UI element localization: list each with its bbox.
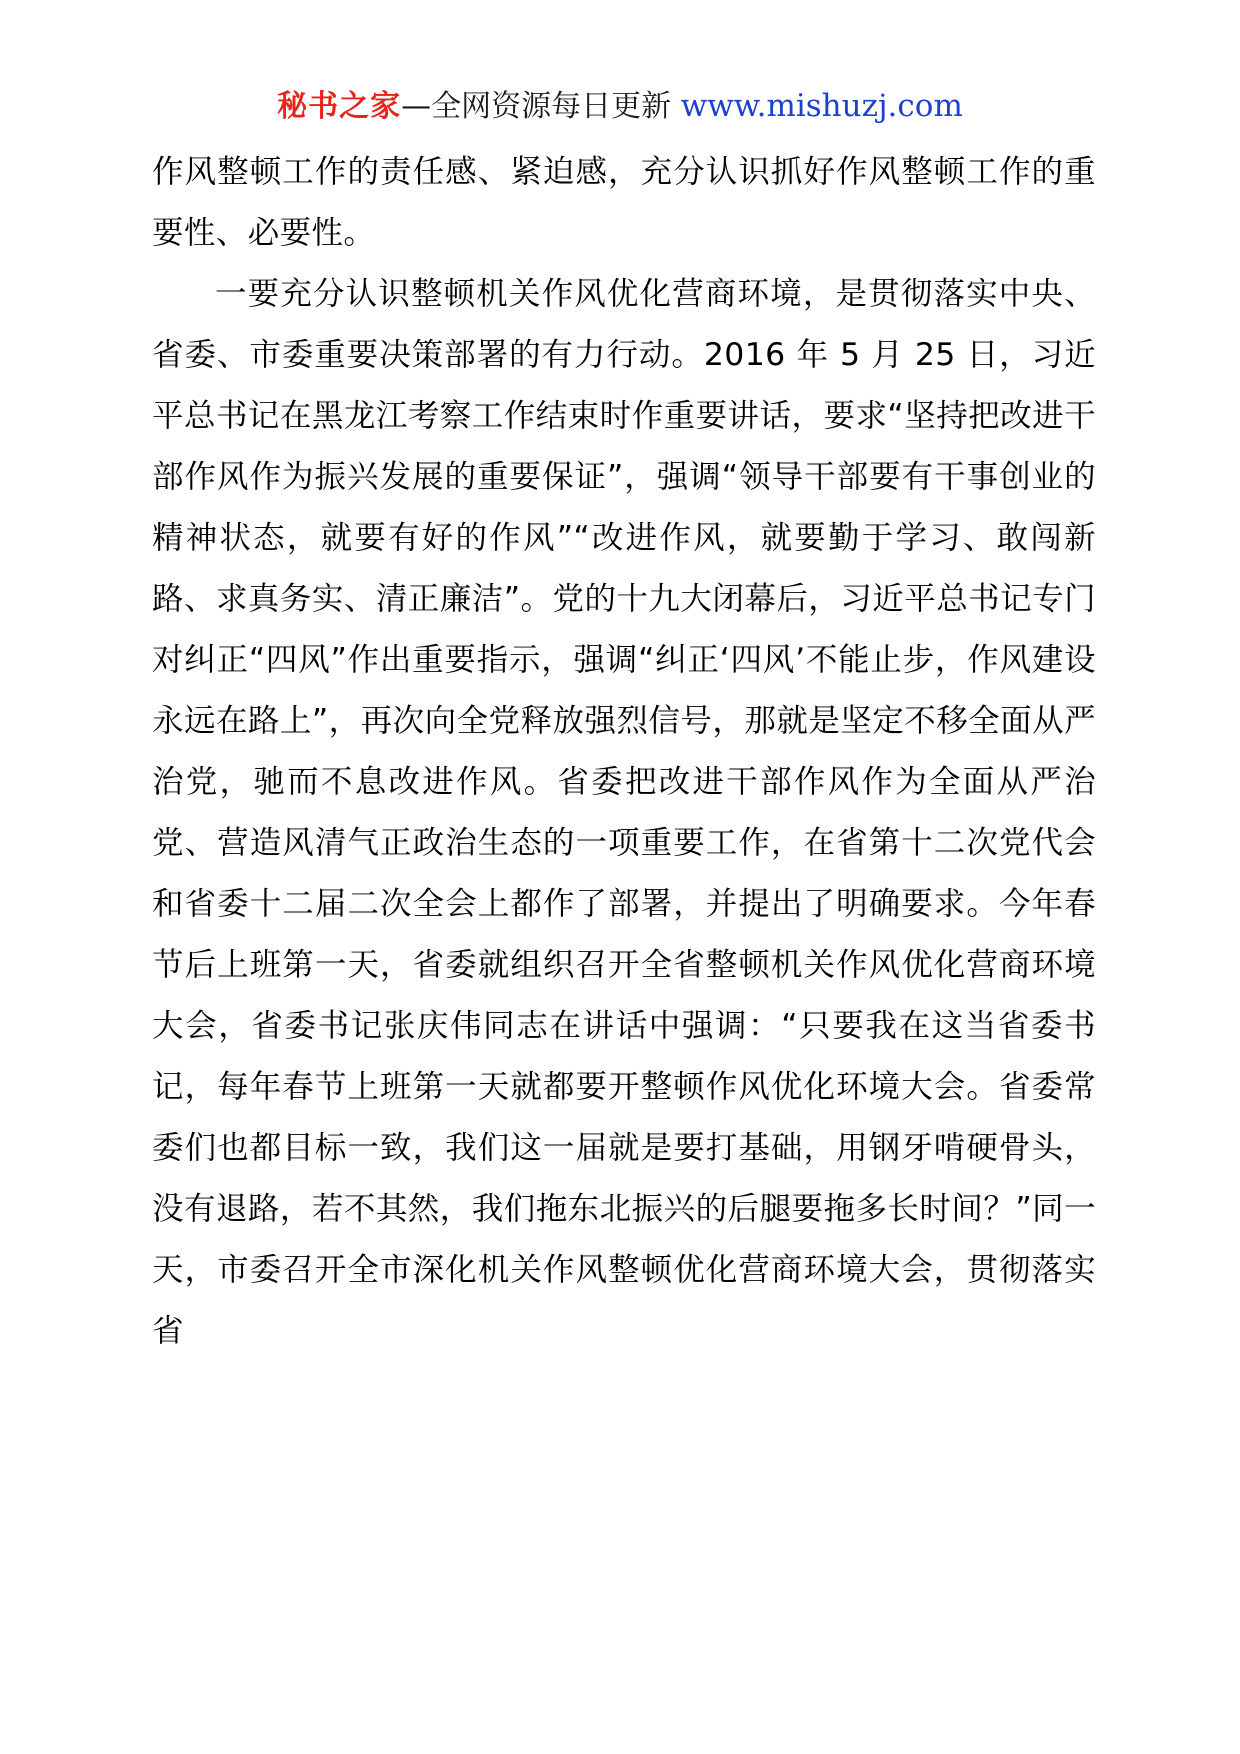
watermark-url: www.mishuzj.com: [680, 88, 963, 124]
watermark-tagline: —全网资源每日更新: [401, 89, 672, 124]
document-body: [152, 142, 1096, 1362]
paragraph: 作风整顿工作的责任感、紧迫感，充分认识抓好作风整顿工作的重要性、必要性。: [152, 154, 1096, 251]
watermark-brand: 秘书之家: [277, 89, 402, 124]
site-watermark: [0, 88, 1240, 125]
paragraph: 一要充分认识整顿机关作风优化营商环境，是贯彻落实中央、省委、市委重要决策部署的有力行动。2016 年 5 月 25 日，习近平总书记在黑龙江考察工作结束时作重要讲话，要求“坚持把改进干部作风作为振兴发展的重要保证”，强调“领导干部要有干事创业的精神状态，就要有好的作风”“改进作风，就要勤于学习、敢闯新路、求真务实、清正廉洁”。党的十九大闭幕后，习近平总书记专门对纠正“四风”作出重要指示，强调“纠正‘四风’不能止步，作风建设永远在路上”，再次向全党释放强烈信号，那就是坚定不移全面从严治党，驰而不息改进作风。省委把改进干部作风作为全面从严治党、营造风清气正政治生态的一项重要工作，在省第十二次党代会和省委十二届二次全会上都作了部署，并提出了明确要求。今年春节后上班第一天，省委就组织召开全省整顿机关作风优化营商环境大会，省委书记张庆伟同志在讲话中强调：“只要我在这当省委书记，每年春节上班第一天就都要开整顿作风优化环境大会。省委常委们也都目标一致，我们这一届就是要打基础，用钢牙啃硬骨头，没有退路，若不其然，我们拖东北振兴的后腿要拖多长时间？”同一天，市委召开全市深化机关作风整顿优化营商环境大会，贯彻落实省: [152, 276, 1096, 1349]
